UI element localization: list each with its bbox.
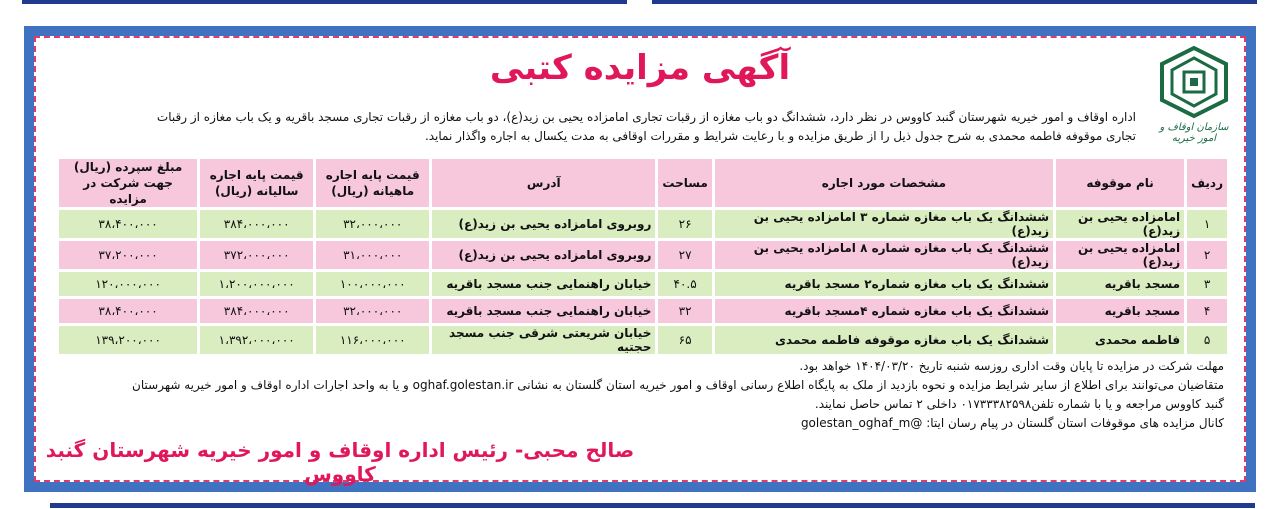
note-channel: کانال مزایده های موقوفات استان گلستان در پیام رسان ایتا: @golestan_oghaf_m xyxy=(800,416,1224,430)
intro-line: تجاری موقوفه فاطمه محمدی به شرح جدول ذیل را از طریق مزایده و با رعایت شرایط و مقررات اوقافی به مدت یکسال به اجاره واگذار نماید. xyxy=(424,129,1136,143)
signature-line: صالح محبی- رئیس اداره اوقاف و امور خیریه شهرستان گنبد کاووس xyxy=(45,438,635,486)
bottom-rule xyxy=(50,503,1255,508)
cell-monthly: ۱۱۶،۰۰۰،۰۰۰ xyxy=(316,326,429,354)
cell-area: ۲۷ xyxy=(658,241,712,269)
cell-address: روبروی امامزاده یحیی بن زید(ع) xyxy=(432,210,655,238)
cell-row: ۴ xyxy=(1187,299,1227,323)
note-website: متقاضیان می‌توانند برای اطلاع از سایر شرایط مزایده و نحوه بازدید از ملک به پایگاه اطلاع رسانی اوقاف و امور خیریه استان گلستان به نشانی oghaf.golestan.ir و یا به واحد اجارات اداره اوقاف و امور خیریه شهرستان xyxy=(132,378,1224,392)
col-row: ردیف xyxy=(1187,159,1227,207)
cell-address: روبروی امامزاده یحیی بن زید(ع) xyxy=(432,241,655,269)
advertisement-frame xyxy=(24,26,1256,492)
table-row xyxy=(59,241,1227,269)
note-deadline: مهلت شرکت در مزایده تا پایان وقت اداری روزسه شنبه تاریخ ۱۴۰۴/۰۳/۲۰ خواهد بود. xyxy=(799,359,1224,373)
cell-monthly: ۳۲،۰۰۰،۰۰۰ xyxy=(316,299,429,323)
col-address: آدرس xyxy=(432,159,655,207)
notes-block xyxy=(54,357,1224,433)
cell-row: ۲ xyxy=(1187,241,1227,269)
ad-title: آگهی مزایده کتبی xyxy=(489,48,791,88)
cell-deposit: ۳۸،۴۰۰،۰۰۰ xyxy=(59,299,197,323)
cell-row: ۱ xyxy=(1187,210,1227,238)
cell-area: ۳۲ xyxy=(658,299,712,323)
cell-monthly: ۳۲،۰۰۰،۰۰۰ xyxy=(316,210,429,238)
table-row xyxy=(59,326,1227,354)
cell-mowqufeh: امامزاده یحیی بن زید(ع) xyxy=(1056,210,1184,238)
cell-yearly: ۳۷۲،۰۰۰،۰۰۰ xyxy=(200,241,313,269)
cell-spec: ششدانگ یک باب مغازه شماره ۴مسجد باقریه xyxy=(715,299,1053,323)
top-rule-left xyxy=(22,0,627,4)
table-row xyxy=(59,299,1227,323)
logo-caption: سازمان اوقاف و امور خیریه xyxy=(1159,122,1229,144)
cell-mowqufeh: فاطمه محمدی xyxy=(1056,326,1184,354)
cell-deposit: ۳۸،۴۰۰،۰۰۰ xyxy=(59,210,197,238)
col-area: مساحت xyxy=(658,159,712,207)
cell-deposit: ۱۳۹،۲۰۰،۰۰۰ xyxy=(59,326,197,354)
cell-mowqufeh: امامزاده یحیی بن زید(ع) xyxy=(1056,241,1184,269)
cell-deposit: ۱۲۰،۰۰۰،۰۰۰ xyxy=(59,272,197,296)
cell-mowqufeh: مسجد باقریه xyxy=(1056,299,1184,323)
cell-area: ۶۵ xyxy=(658,326,712,354)
cell-address: خیابان راهنمایی جنب مسجد باقریه xyxy=(432,299,655,323)
cell-yearly: ۱،۲۰۰،۰۰۰،۰۰۰ xyxy=(200,272,313,296)
cell-yearly: ۱،۳۹۲،۰۰۰،۰۰۰ xyxy=(200,326,313,354)
col-spec: مشخصات مورد اجاره xyxy=(715,159,1053,207)
note-phone: گنبد کاووس مراجعه و یا با شماره تلفن۰۱۷۳۳۳۸۲۵۹۸ داخلی ۲ تماس حاصل نمایند. xyxy=(814,397,1224,411)
cell-yearly: ۳۸۴،۰۰۰،۰۰۰ xyxy=(200,210,313,238)
intro-text xyxy=(54,108,1136,146)
lease-table-wrapper xyxy=(56,156,1230,357)
cell-spec: ششدانگ یک باب مغازه شماره ۸ امامزاده یحیی بن زید(ع) xyxy=(715,241,1053,269)
cell-area: ۴۰.۵ xyxy=(658,272,712,296)
cell-area: ۲۶ xyxy=(658,210,712,238)
table-row xyxy=(59,210,1227,238)
cell-deposit: ۳۷،۲۰۰،۰۰۰ xyxy=(59,241,197,269)
cell-monthly: ۱۰۰،۰۰۰،۰۰۰ xyxy=(316,272,429,296)
col-monthly: قیمت پایه اجاره ماهیانه (ریال) xyxy=(316,159,429,207)
cell-yearly: ۳۸۴،۰۰۰،۰۰۰ xyxy=(200,299,313,323)
cell-row: ۳ xyxy=(1187,272,1227,296)
top-rule-right xyxy=(652,0,1257,4)
cell-monthly: ۳۱،۰۰۰،۰۰۰ xyxy=(316,241,429,269)
col-mowqufeh: نام موقوفه xyxy=(1056,159,1184,207)
table-header-row xyxy=(59,159,1227,207)
advertisement-body xyxy=(34,36,1246,486)
cell-spec: ششدانگ یک باب مغازه موقوفه فاطمه محمدی xyxy=(715,326,1053,354)
cell-spec: ششدانگ یک باب مغازه شماره۲ مسجد باقریه xyxy=(715,272,1053,296)
col-yearly: قیمت پایه اجاره سالیانه (ریال) xyxy=(200,159,313,207)
cell-address: خیابان شریعتی شرقی جنب مسجد حجتیه xyxy=(432,326,655,354)
cell-spec: ششدانگ یک باب مغازه شماره ۳ امامزاده یحیی بن زید(ع) xyxy=(715,210,1053,238)
intro-line: اداره اوقاف و امور خیریه شهرستان گنبد کاووس در نظر دارد، ششدانگ دو باب مغازه از رقبات تجاری امامزاده یحیی بن زید(ع)، دو باب مغازه از رقبات تجاری مسجد باقریه و یک باب مغازه از رقبات xyxy=(156,110,1136,124)
cell-row: ۵ xyxy=(1187,326,1227,354)
table-row xyxy=(59,272,1227,296)
lease-table xyxy=(56,156,1230,357)
cell-address: خیابان راهنمایی جنب مسجد باقریه xyxy=(432,272,655,296)
cell-mowqufeh: مسجد باقریه xyxy=(1056,272,1184,296)
col-deposit: مبلغ سپرده (ریال) جهت شرکت در مزایده xyxy=(59,159,197,207)
